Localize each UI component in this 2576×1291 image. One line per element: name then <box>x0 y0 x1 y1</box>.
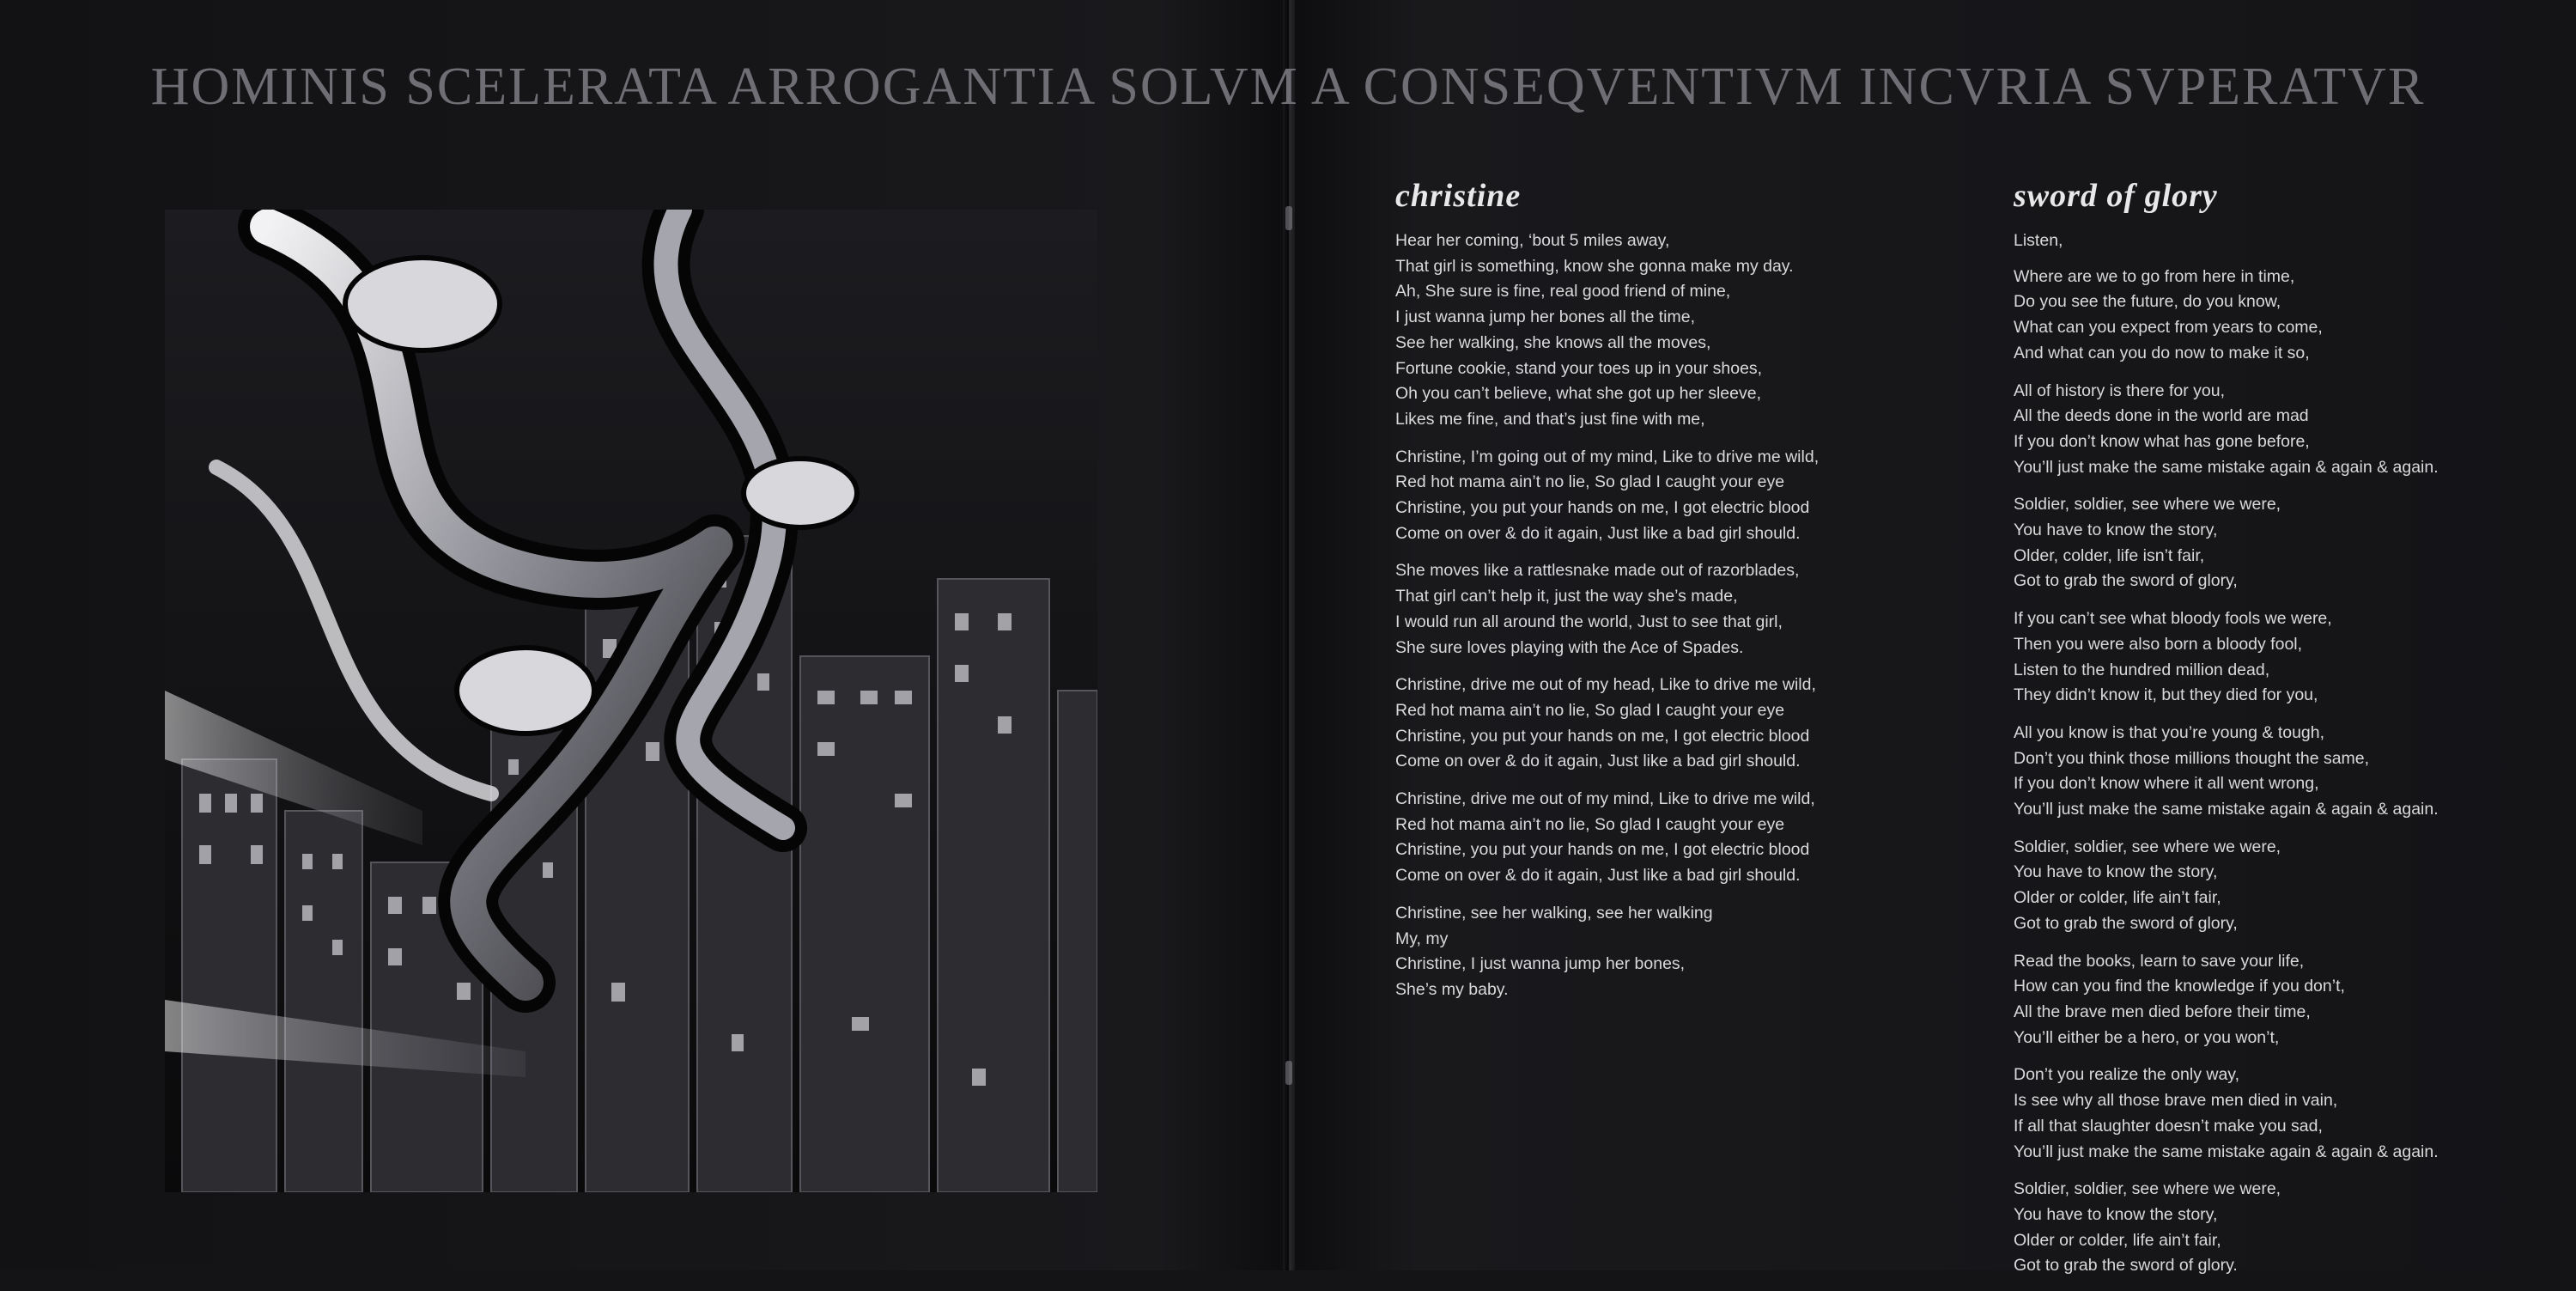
lyric-line: Read the books, learn to save your life, <box>2014 951 2305 971</box>
lyric-line: Red hot mama ain’t no lie, So glad I caught your eye <box>1395 472 1785 492</box>
lyric-line: Fortune cookie, stand your toes up in your shoes, <box>1395 358 1763 378</box>
lyric-line: They didn’t know it, but they died for you, <box>2014 685 2318 705</box>
staple <box>1285 1061 1292 1085</box>
lyric-line: Christine, I just wanna jump her bones, <box>1395 954 1686 974</box>
lyric-line: Older or colder, life ain’t fair, <box>2014 888 2221 908</box>
lyric-line: That girl is something, know she gonna make my day. <box>1395 256 1794 276</box>
lyric-line: You’ll just make the same mistake again & again & again. <box>2014 457 2439 477</box>
lyric-line: If all that slaughter doesn’t make you sad, <box>2014 1116 2323 1136</box>
lyric-line: All of history is there for you, <box>2014 381 2226 400</box>
lyric-line: Christine, you put your hands on me, I got electric blood <box>1395 726 1810 746</box>
lyric-line: Older or colder, life ain’t fair, <box>2014 1230 2221 1250</box>
lyric-line: Come on over & do it again, Just like a bad girl should. <box>1395 523 1801 543</box>
lyric-line: Is see why all those brave men died in vain, <box>2014 1091 2338 1111</box>
lyric-line: Christine, see her walking, see her walking <box>1395 903 1713 923</box>
lyric-line: Got to grab the sword of glory, <box>2014 913 2238 933</box>
lyrics-body <box>2014 265 2439 1279</box>
lyric-line: All you know is that you’re young & tough, <box>2014 722 2325 742</box>
stanza <box>2014 721 2439 823</box>
lyric-line: Christine, I’m going out of my mind, Like to drive me wild, <box>1395 447 1820 466</box>
lyric-line: All the deeds done in the world are mad <box>2014 406 2309 426</box>
lyric-line: Christine, drive me out of my mind, Like to drive me wild, <box>1395 789 1815 809</box>
lyric-line: Older, colder, life isn’t fair, <box>2014 545 2205 565</box>
song-title: christine <box>1395 178 1522 214</box>
lyric-line: Then you were also born a bloody fool, <box>2014 634 2303 654</box>
lyric-line: She sure loves playing with the Ace of Spades. <box>1395 637 1744 657</box>
lyric-line: You’ll either be a hero, or you won’t, <box>2014 1027 2280 1047</box>
latin-motto: HOMINIS SCELERATA ARROGANTIA SOLVM A CONSEQVENTIVM INCVRIA SVPERATVR <box>150 58 2426 116</box>
lyric-line: She moves like a rattlesnake made out of razorblades, <box>1395 561 1800 581</box>
lyric-line: Don’t you think those millions thought the same, <box>2014 748 2370 768</box>
lyric-line: And what can you do now to make it so, <box>2014 343 2310 362</box>
lyric-line: Come on over & do it again, Just like a bad girl should. <box>1395 866 1801 886</box>
lyric-line: How can you find the knowledge if you don’t, <box>2014 977 2345 996</box>
lyric-line: Come on over & do it again, Just like a bad girl should. <box>1395 752 1801 771</box>
lyric-line: Soldier, soldier, see where we were, <box>2014 495 2281 515</box>
stanza <box>2014 949 2439 1051</box>
song-title: sword of glory <box>2014 178 2218 214</box>
lyric-line: Red hot mama ain’t no lie, So glad I caught your eye <box>1395 814 1785 834</box>
lyric-line: If you can’t see what bloody fools we were, <box>2014 609 2332 629</box>
lyric-line: That girl can’t help it, just the way she’s made, <box>1395 587 1738 606</box>
lyric-line: Christine, you put your hands on me, I got electric blood <box>1395 498 1810 518</box>
staple <box>1285 206 1292 230</box>
lyric-line: If you don’t know what has gone before, <box>2014 431 2310 451</box>
stanza <box>1395 673 1819 775</box>
lyric-line: You have to know the story, <box>2014 862 2218 882</box>
lyric-line: Christine, you put your hands on me, I got electric blood <box>1395 840 1810 860</box>
song-christine <box>1395 177 1819 1015</box>
lyric-line: Don’t you realize the only way, <box>2014 1065 2240 1085</box>
lyric-line: My, my <box>1395 929 1449 948</box>
lyric-line: You have to know the story, <box>2014 521 2218 540</box>
lyric-line: She’s my baby. <box>1395 979 1509 999</box>
stanza <box>1395 901 1819 1003</box>
lyric-line: You have to know the story, <box>2014 1204 2218 1224</box>
stanza <box>2014 1177 2439 1279</box>
lyric-line: Got to grab the sword of glory. <box>2014 1256 2238 1276</box>
lyric-line: Listen to the hundred million dead, <box>2014 660 2270 679</box>
stanza <box>2014 492 2439 594</box>
stanza <box>1395 787 1819 889</box>
lyric-line: Do you see the future, do you know, <box>2014 292 2281 312</box>
stanza <box>2014 835 2439 937</box>
lyric-line: Got to grab the sword of glory, <box>2014 571 2238 591</box>
lyric-line: Red hot mama ain’t no lie, So glad I caught your eye <box>1395 700 1785 720</box>
lyric-line: Soldier, soldier, see where we were, <box>2014 1179 2281 1199</box>
lyric-line: I just wanna jump her bones all the time, <box>1395 308 1696 327</box>
lyrics-intro <box>2014 228 2439 254</box>
lyric-line: Ah, She sure is fine, real good friend of mine, <box>1395 282 1731 301</box>
lyric-line: See her walking, she knows all the moves, <box>1395 332 1711 352</box>
lyric-line: Christine, drive me out of my head, Like to drive me wild, <box>1395 675 1816 695</box>
lyric-line: Hear her coming, ‘bout 5 miles away, <box>1395 231 1670 250</box>
artwork-drawing <box>165 210 1097 1192</box>
lyric-line: You’ll just make the same mistake again & again & again. <box>2014 1142 2439 1161</box>
stanza <box>2014 265 2439 367</box>
stanza <box>2014 606 2439 709</box>
stanza <box>2014 1063 2439 1165</box>
song-sword-of-glory <box>2014 177 2439 1291</box>
lyric-line: Likes me fine, and that’s just fine with me, <box>1395 409 1705 429</box>
stanza <box>1395 445 1819 547</box>
lyric-line: What can you expect from years to come, <box>2014 318 2323 338</box>
stanza <box>1395 558 1819 661</box>
artwork-illustration <box>165 210 1097 1192</box>
stanza <box>1395 228 1819 433</box>
lyrics-body <box>1395 228 1819 1003</box>
lyric-line: Soldier, soldier, see where we were, <box>2014 837 2281 856</box>
lyric-line: Where are we to go from here in time, <box>2014 266 2295 286</box>
lyric-line: If you don’t know where it all went wrong, <box>2014 774 2319 794</box>
lyric-line: All the brave men died before their time, <box>2014 1002 2311 1021</box>
lyric-line: Listen, <box>2014 231 2063 250</box>
lyric-line: I would run all around the world, Just to see that girl, <box>1395 612 1783 631</box>
lyric-line: You’ll just make the same mistake again & again & again. <box>2014 800 2439 819</box>
lyric-line: Oh you can’t believe, what she got up her sleeve, <box>1395 384 1762 404</box>
stanza <box>2014 379 2439 481</box>
